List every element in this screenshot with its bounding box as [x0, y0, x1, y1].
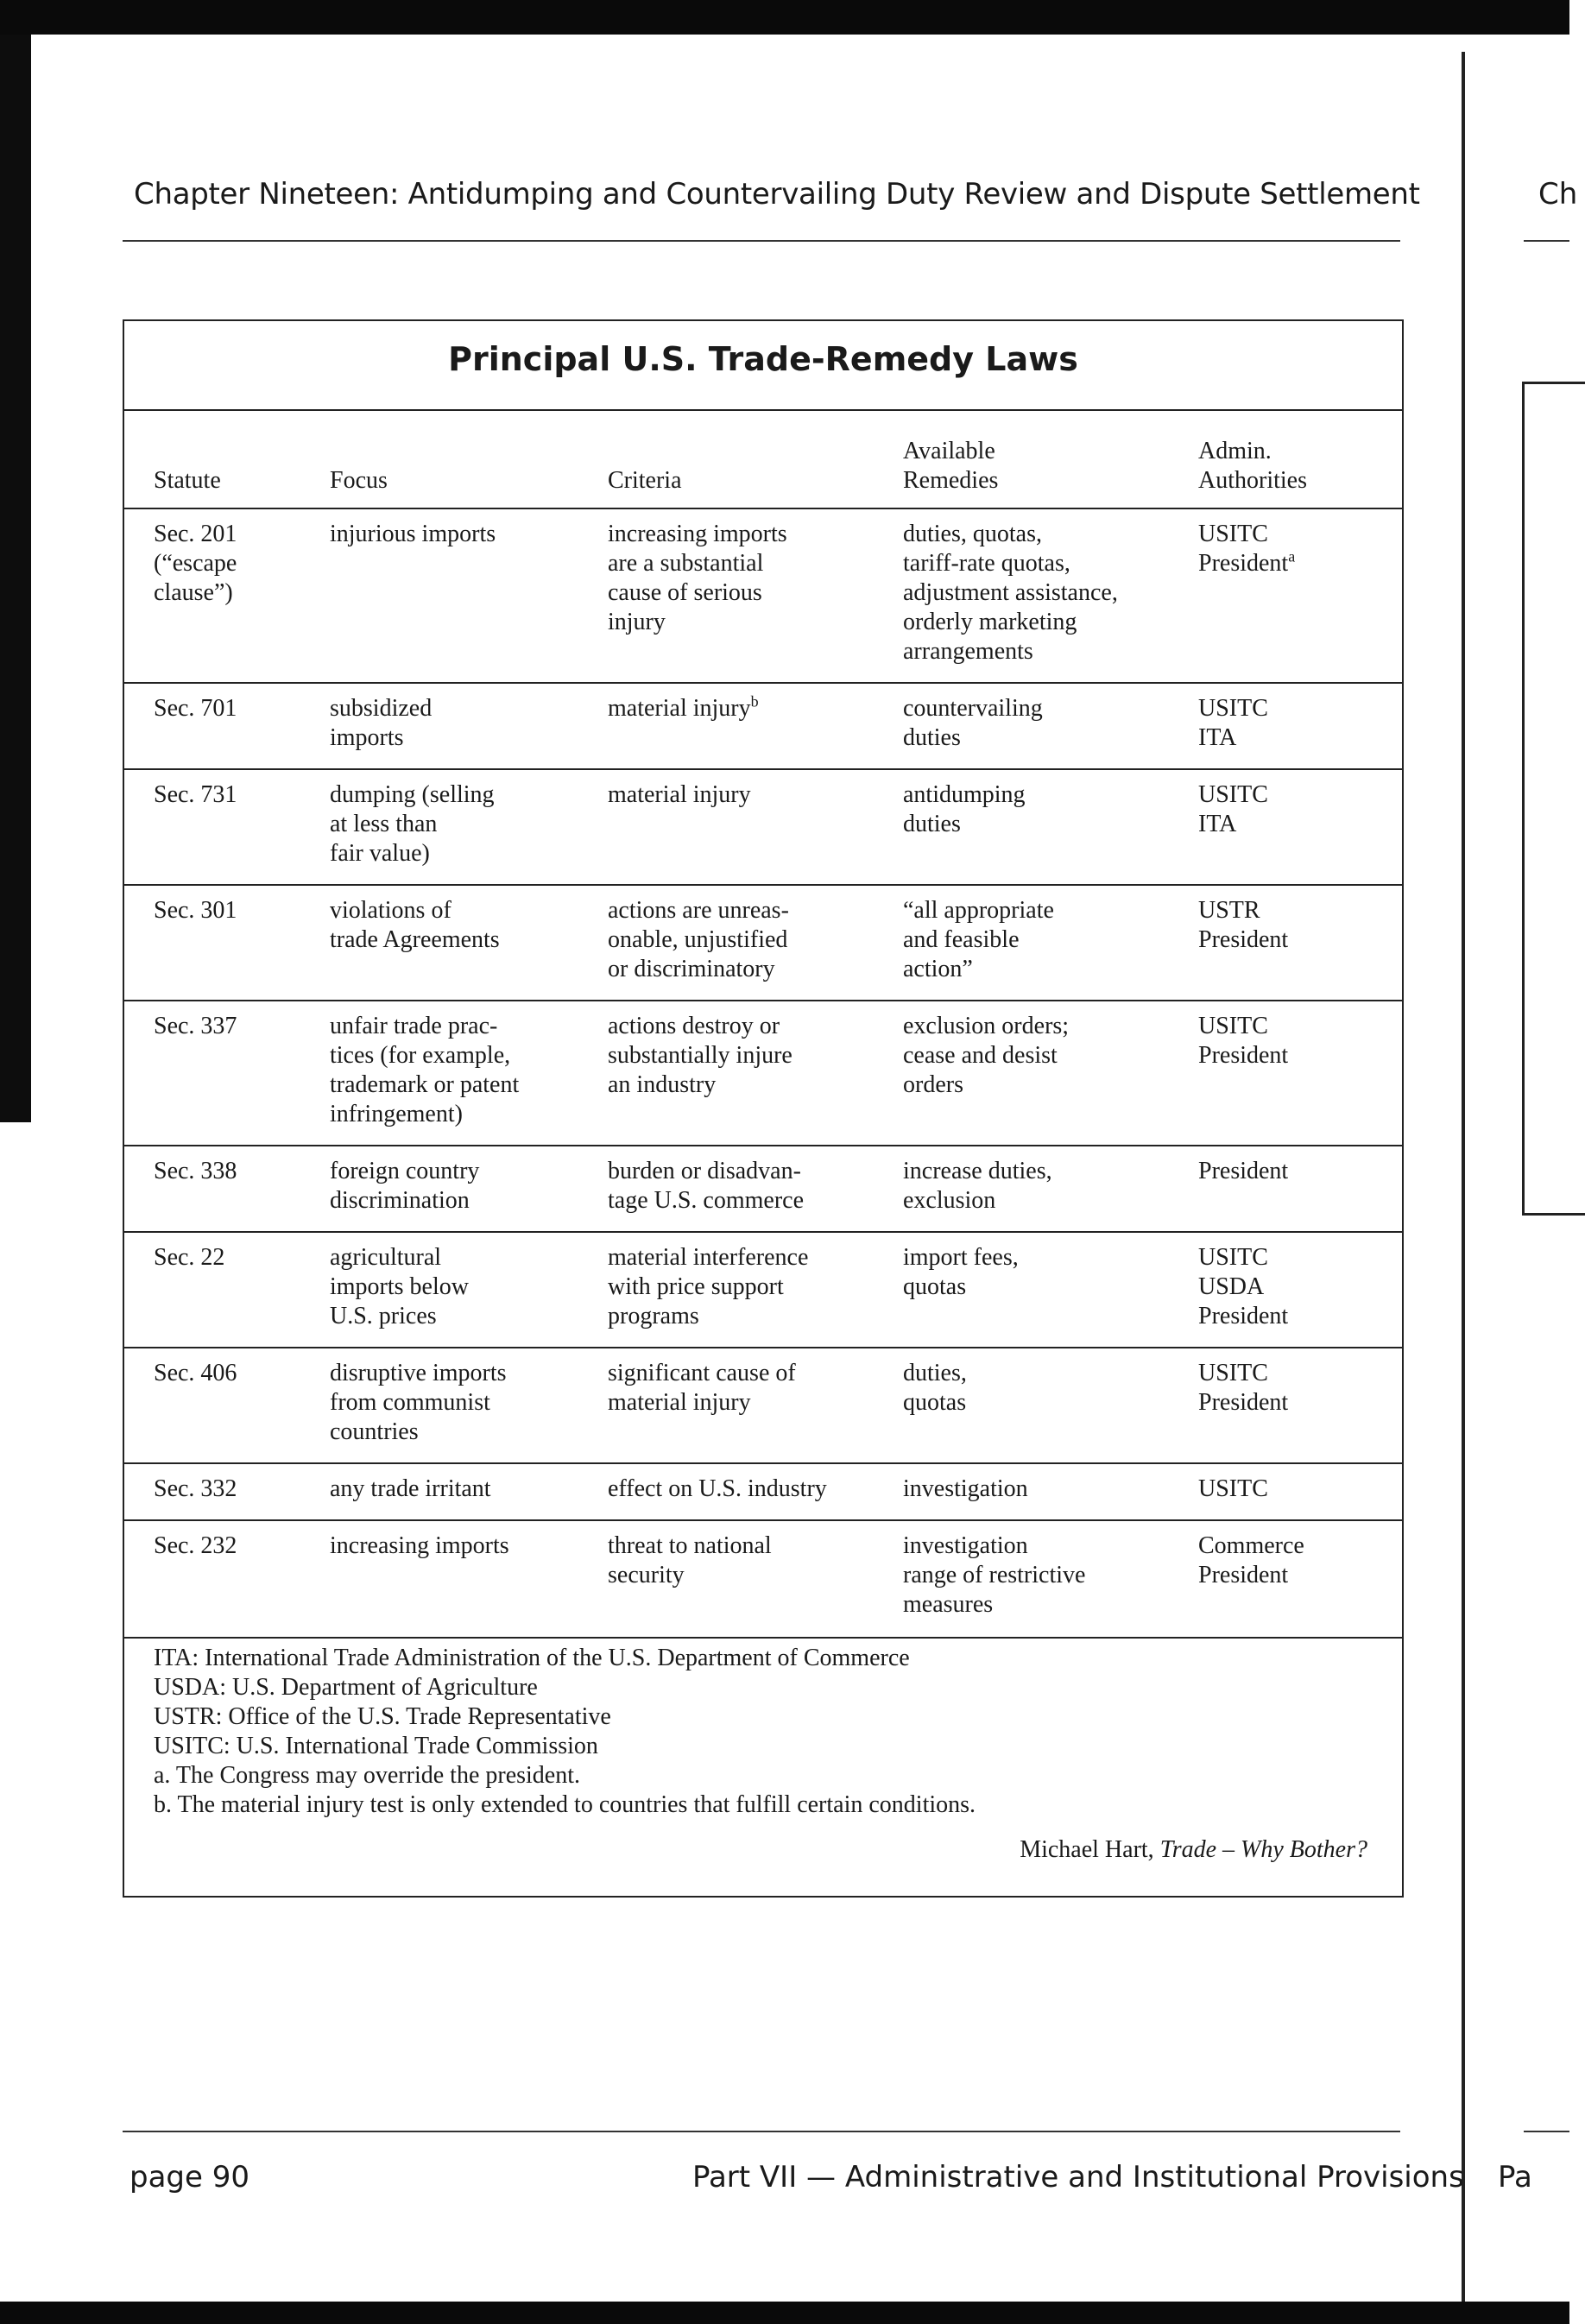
running-head: Chapter Nineteen: Antidumping and Countervailing Duty Review and Dispute Settlement [134, 177, 1420, 212]
cell-remedies-text: exclusion orders; cease and desist orders [903, 1013, 1070, 1098]
right-page-head-fragment: Ch [1538, 177, 1578, 212]
cell-authorities-text: USITC President [1198, 521, 1289, 577]
cell-authorities-text: USITC ITA [1198, 695, 1268, 751]
right-page-box-fragment [1522, 382, 1585, 1216]
cell-statute [154, 896, 237, 925]
cell-remedies [903, 1012, 1069, 1100]
cell-statute-text: Sec. 701 [154, 695, 237, 722]
cell-statute [154, 694, 237, 723]
table-row [124, 1521, 1402, 1639]
cell-criteria [608, 1475, 827, 1504]
cell-criteria-text: effect on U.S. industry [608, 1475, 827, 1502]
cell-statute [154, 1157, 237, 1186]
cell-remedies-text: investigation range of restrictive measures [903, 1532, 1086, 1618]
cell-statute-text: Sec. 731 [154, 781, 237, 808]
table-row [124, 509, 1402, 684]
page-gutter-divider [1462, 52, 1465, 2305]
cell-authorities [1198, 694, 1268, 753]
cell-remedies [903, 1243, 1019, 1302]
cell-criteria [608, 780, 751, 810]
cell-statute-text: Sec. 301 [154, 897, 237, 924]
cell-remedies [903, 780, 1026, 839]
row-divider [124, 1637, 1402, 1639]
cell-focus [330, 1157, 479, 1216]
footnote-marker: a [1288, 547, 1296, 565]
cell-focus [330, 1012, 519, 1129]
scan-top-border [0, 0, 1569, 35]
cell-authorities-text: USITC President [1198, 1360, 1289, 1416]
cell-criteria [608, 1243, 808, 1331]
table-row [124, 1233, 1402, 1348]
cell-statute [154, 1531, 237, 1561]
cell-remedies-text: antidumping duties [903, 781, 1026, 837]
cell-remedies [903, 1157, 1052, 1216]
header-rule [123, 240, 1400, 242]
cell-criteria [608, 694, 759, 723]
table-row [124, 1001, 1402, 1146]
footnote-marker: b [750, 692, 759, 710]
cell-remedies-text: import fees, quotas [903, 1244, 1019, 1300]
cell-authorities-text: USTR President [1198, 897, 1289, 953]
cell-statute [154, 520, 237, 608]
note-a: a. The Congress may override the president. [154, 1762, 581, 1789]
scan-bottom-border [0, 2302, 1569, 2324]
cell-authorities [1198, 1243, 1288, 1331]
cell-remedies [903, 1531, 1085, 1620]
cell-remedies [903, 1475, 1028, 1504]
part-title: Part VII — Administrative and Institutional Provisions [692, 2160, 1464, 2195]
trade-remedy-table-frame [123, 319, 1404, 1898]
cell-criteria [608, 1359, 796, 1418]
cell-criteria [608, 1012, 792, 1100]
cell-statute [154, 1243, 224, 1273]
cell-criteria-text: burden or disadvan- tage U.S. commerce [608, 1158, 805, 1214]
right-page-footer-rule [1524, 2131, 1569, 2132]
column-header-remedies: Available Remedies [903, 438, 999, 494]
cell-remedies [903, 896, 1054, 984]
cell-criteria-text: significant cause of material injury [608, 1360, 796, 1416]
column-header-statute: Statute [154, 467, 221, 494]
cell-criteria-text: material injury [608, 695, 751, 722]
column-header-focus: Focus [330, 467, 388, 494]
cell-remedies [903, 694, 1043, 753]
cell-focus-text: injurious imports [330, 521, 496, 547]
cell-remedies-text: “all appropriate and feasible action” [903, 897, 1054, 982]
cell-focus [330, 520, 496, 549]
cell-authorities [1198, 780, 1268, 839]
cell-focus [330, 780, 495, 868]
cell-authorities-text: USITC USDA President [1198, 1244, 1289, 1329]
cell-authorities [1198, 896, 1288, 955]
cell-authorities [1198, 1531, 1304, 1590]
table-row [124, 1146, 1402, 1233]
table-row [124, 770, 1402, 886]
cell-remedies [903, 520, 1118, 666]
note-ustr: USTR: Office of the U.S. Trade Representative [154, 1703, 611, 1730]
cell-focus-text: any trade irritant [330, 1475, 491, 1502]
cell-focus-text: dumping (selling at less than fair value) [330, 781, 495, 867]
cell-statute-text: Sec. 232 [154, 1532, 237, 1559]
cell-focus-text: subsidized imports [330, 695, 433, 751]
cell-statute-text: Sec. 332 [154, 1475, 237, 1502]
attribution-author: Michael Hart, [1020, 1836, 1154, 1863]
column-header-authorities: Admin. Authorities [1198, 438, 1307, 494]
cell-focus-text: agricultural imports below U.S. prices [330, 1244, 469, 1329]
cell-authorities-text: USITC President [1198, 1013, 1289, 1069]
cell-statute-text: Sec. 201 (“escape clause”) [154, 521, 237, 606]
footer-rule [123, 2131, 1400, 2132]
cell-authorities [1198, 520, 1295, 578]
cell-focus-text: disruptive imports from communist countries [330, 1360, 507, 1445]
cell-focus [330, 1243, 469, 1331]
cell-authorities-text: Commerce President [1198, 1532, 1304, 1588]
right-page-header-rule [1524, 240, 1569, 242]
cell-focus-text: foreign country discrimination [330, 1158, 480, 1214]
cell-focus [330, 896, 500, 955]
cell-focus-text: unfair trade prac- tices (for example, trademark or patent infringement) [330, 1013, 520, 1127]
note-usitc: USITC: U.S. International Trade Commission [154, 1733, 598, 1759]
cell-focus-text: violations of trade Agreements [330, 897, 500, 953]
cell-criteria-text: material interference with price support programs [608, 1244, 809, 1329]
title-rule [124, 409, 1402, 411]
cell-authorities [1198, 1359, 1288, 1418]
cell-remedies-text: investigation [903, 1475, 1028, 1502]
cell-remedies-text: countervailing duties [903, 695, 1043, 751]
cell-criteria-text: material injury [608, 781, 751, 808]
cell-statute-text: Sec. 338 [154, 1158, 237, 1184]
cell-focus-text: increasing imports [330, 1532, 509, 1559]
note-b: b. The material injury test is only extended to countries that fulfill certain conditions. [154, 1791, 976, 1818]
cell-criteria [608, 520, 787, 637]
attribution-work: Trade – Why Bother? [1159, 1836, 1367, 1863]
cell-criteria [608, 1531, 772, 1590]
cell-remedies-text: duties, quotas, tariff-rate quotas, adjustment assistance, orderly marketing arrangements [903, 521, 1118, 665]
cell-authorities [1198, 1475, 1268, 1504]
cell-criteria [608, 896, 789, 984]
table-notes [154, 1644, 976, 1820]
cell-authorities-text: USITC [1198, 1475, 1268, 1502]
cell-statute [154, 780, 237, 810]
table-title: Principal U.S. Trade-Remedy Laws [448, 340, 1078, 378]
cell-criteria-text: actions destroy or substantially injure an industry [608, 1013, 792, 1098]
cell-statute-text: Sec. 406 [154, 1360, 237, 1386]
cell-focus [330, 694, 432, 753]
cell-remedies [903, 1359, 967, 1418]
page-number: page 90 [129, 2160, 249, 2195]
table-row [124, 684, 1402, 770]
cell-authorities [1198, 1157, 1288, 1186]
cell-focus [330, 1359, 507, 1447]
cell-criteria-text: actions are unreas- onable, unjustified or discriminatory [608, 897, 789, 982]
cell-criteria [608, 1157, 804, 1216]
cell-authorities-text: USITC ITA [1198, 781, 1268, 837]
table-row [124, 1464, 1402, 1521]
cell-statute [154, 1475, 237, 1504]
cell-statute-text: Sec. 22 [154, 1244, 225, 1271]
cell-remedies-text: duties, quotas [903, 1360, 967, 1416]
cell-statute-text: Sec. 337 [154, 1013, 237, 1039]
cell-authorities-text: President [1198, 1158, 1289, 1184]
column-header-criteria: Criteria [608, 467, 682, 494]
cell-focus [330, 1475, 491, 1504]
note-ita: ITA: International Trade Administration of the U.S. Department of Commerce [154, 1645, 910, 1671]
cell-authorities [1198, 1012, 1288, 1070]
cell-focus [330, 1531, 509, 1561]
right-page-footer-fragment: Pa [1498, 2160, 1532, 2195]
table-row [124, 1348, 1402, 1464]
scan-left-edge [0, 35, 31, 1122]
note-usda: USDA: U.S. Department of Agriculture [154, 1674, 538, 1701]
attribution [1020, 1836, 1367, 1864]
cell-statute [154, 1012, 237, 1041]
cell-statute [154, 1359, 237, 1388]
table-row [124, 886, 1402, 1001]
cell-remedies-text: increase duties, exclusion [903, 1158, 1052, 1214]
cell-criteria-text: increasing imports are a substantial cause of serious injury [608, 521, 787, 635]
cell-criteria-text: threat to national security [608, 1532, 772, 1588]
